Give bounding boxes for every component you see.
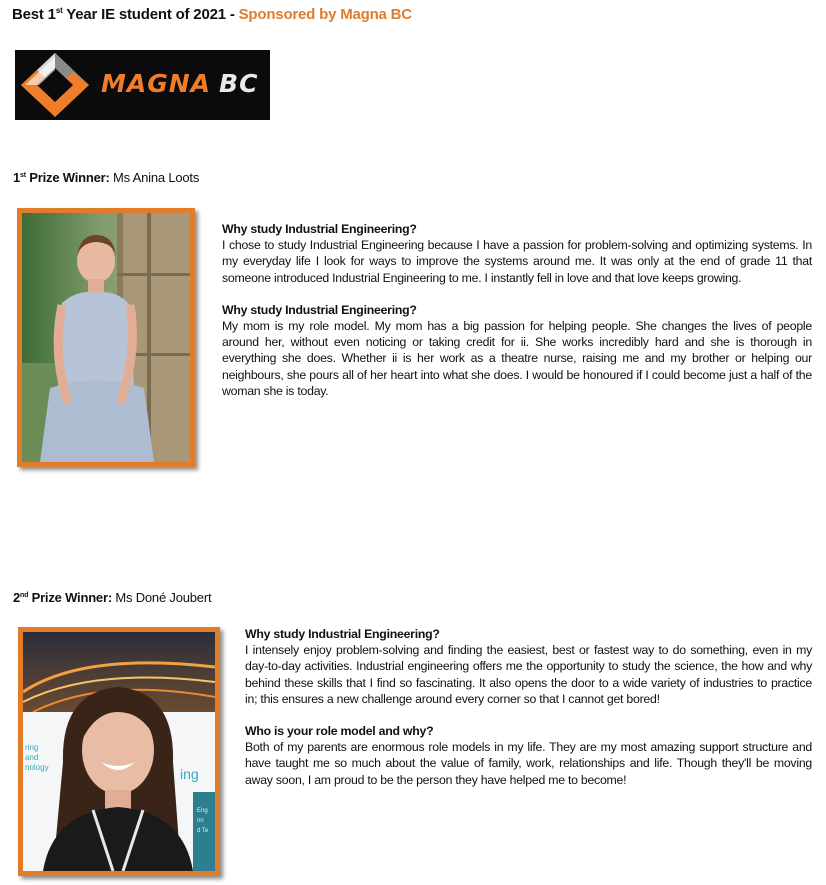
prize-place-sup: nd — [20, 592, 29, 599]
prize-label: Prize Winner: — [28, 590, 112, 605]
logo-word-bc: BC — [219, 69, 259, 98]
prize-place: 2 — [13, 590, 21, 605]
essay-body: Both of my parents are enormous role models in my life. They are my most amazing support structure and have taught me so much about the value of family, work, relationships and life. Though they'll be moving away soon, I am proud to be the person they have helped me to become! — [245, 740, 812, 787]
winner-name: Ms Anina Loots — [109, 170, 200, 185]
essay-heading: Why study Industrial Engineering? — [245, 627, 440, 641]
prize-label: Prize Winner: — [25, 170, 110, 185]
second-prize-heading — [13, 590, 211, 605]
logo-word-magna: MAGNA — [101, 69, 212, 98]
winner1-essay — [222, 221, 812, 399]
essay-heading: Why study Industrial Engineering? — [222, 222, 417, 236]
winner-name: Ms Doné Joubert — [111, 590, 212, 605]
prize-place: 1 — [13, 170, 21, 185]
banner-text: nology — [25, 763, 49, 772]
prize-place-sup: st — [20, 172, 26, 179]
title-text-mid: Year IE student of 2021 - — [62, 6, 239, 23]
essay-body: My mom is my role model. My mom has a big passion for helping people. She changes the lives of people around her, without even noticing or taking credit for ii. She works incredibly hard and she is thorough in everything she does. Whether ii is her work as a theatre nurse, raising me and my brother or helping our neighbours, she pours all of her heart into what she does. I would be honoured if I could become just a half of the woman she is today. — [222, 319, 812, 398]
essay-heading: Who is your role model and why? — [245, 724, 434, 739]
banner-text: ing — [180, 766, 199, 782]
essay-body: I chose to study Industrial Engineering because I have a passion for problem-solving and optimizing systems. In my everyday life I look for ways to improve the systems around me. It was only at the end of grade 11 that someone introduced Industrial Engineering to me. I instantly fell in love and that love keeps growing. — [222, 238, 812, 285]
banner-text: ring — [25, 743, 39, 752]
essay-heading: Why study Industrial Engineering? — [222, 302, 417, 317]
first-prize-heading — [13, 170, 199, 185]
essay-body: I intensely enjoy problem-solving and finding the easiest, best or fastest way to do something, even in my day-to-day activities. Industrial engineering offers me the opportunity to study the science, the how and why behind these skills that I find so fascinating. It also opens the door to a wide variety of industries to practice in; this ensures a new challenge around every corner so that I cannot get bored! — [245, 643, 812, 706]
winner-photo-anina — [17, 208, 195, 467]
magna-bc-logo — [15, 50, 270, 120]
title-text: Best 1 — [12, 6, 56, 23]
banner-text: and — [25, 753, 39, 762]
banner-text: d Te — [197, 828, 209, 834]
title-superscript: st — [55, 6, 63, 15]
logo-wordmark — [101, 69, 258, 98]
banner-text: Eng — [197, 808, 208, 814]
page-title — [12, 6, 412, 23]
winner2-essay — [245, 626, 812, 788]
banner-text: nn — [197, 818, 204, 824]
winner-photo-done — [18, 627, 220, 876]
sponsor-text: Sponsored by Magna BC — [238, 6, 412, 23]
